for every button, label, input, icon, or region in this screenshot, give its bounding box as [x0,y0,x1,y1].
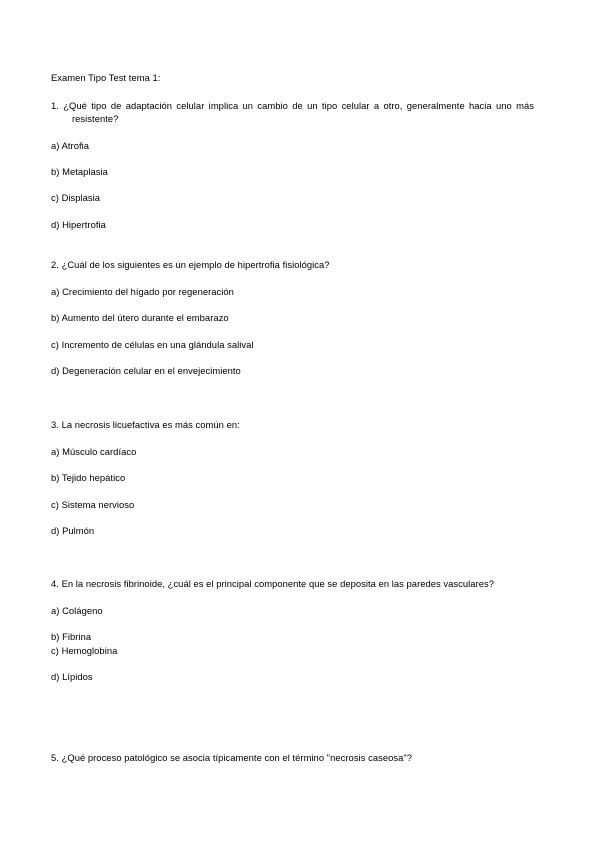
question-4-option-b: b) Fibrina [51,631,92,642]
question-3-option-b: b) Tejido hepático [51,472,126,483]
question-1-option-a: a) Atrofia [51,140,90,151]
question-3-option-a: a) Músculo cardíaco [51,446,137,457]
question-4-option-a: a) Colágeno [51,605,103,616]
question-2-text: 2. ¿Cuál de los siguientes es un ejemplo de hipertrofia fisiológica? [51,259,330,270]
question-2-option-d: d) Degeneración celular en el envejecimiento [51,365,241,376]
question-1-option-c: c) Displasia [51,192,101,203]
question-2-option-b: b) Aumento del útero durante el embarazo [51,312,229,323]
question-1-text: 1. ¿Qué tipo de adaptación celular implica un cambio de un tipo celular a otro, generalmente hacia uno más [51,100,534,111]
question-1-option-b: b) Metaplasia [51,166,108,177]
question-5-text: 5. ¿Qué proceso patológico se asocia típicamente con el término "necrosis caseosa"? [51,752,412,763]
question-2-option-a: a) Crecimiento del hígado por regeneración [51,286,234,297]
question-1-text-continuation: resistente? [72,113,119,124]
document-title: Examen Tipo Test tema 1: [51,72,161,83]
question-3-option-d: d) Pulmón [51,525,95,536]
question-1-option-d: d) Hipertrofia [51,219,106,230]
question-2-option-c: c) Incremento de células en una glándula salival [51,339,254,350]
question-4-option-c: c) Hemoglobina [51,645,118,656]
question-3-option-c: c) Sistema nervioso [51,499,135,510]
question-4-text: 4. En la necrosis fibrinoide, ¿cuál es el principal componente que se deposita en las paredes vasculares? [51,578,495,589]
question-3-text: 3. La necrosis licuefactiva es más común en: [51,419,240,430]
question-4-option-d: d) Lípidos [51,671,93,682]
